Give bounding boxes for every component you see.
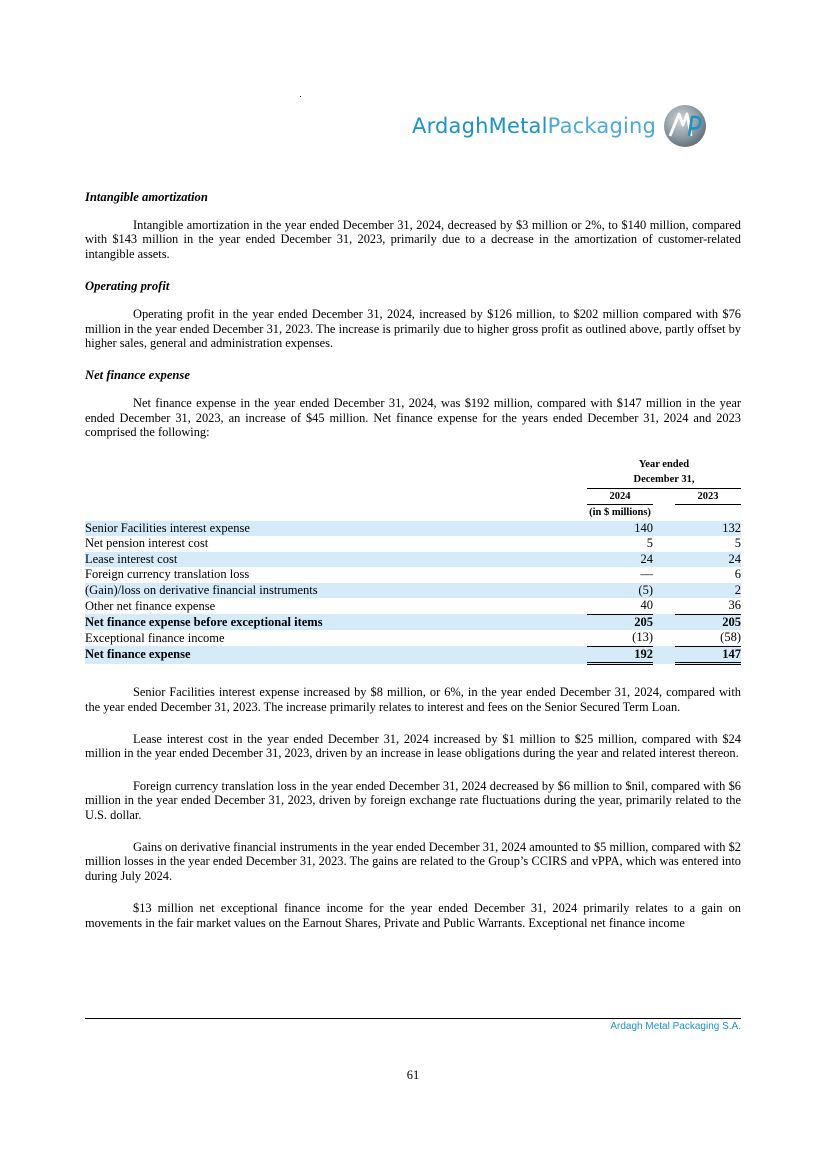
table-row: Net pension interest cost 5 5 xyxy=(85,536,741,551)
paragraph: $13 million net exceptional finance income for the year ended December 31, 2024 primarily relates to a gain on movements in the fair market values on the Earnout Shares, Private and Public Warrants. Exceptional net finance income xyxy=(85,901,741,930)
section-heading-net-finance: Net finance expense xyxy=(85,368,190,383)
table-row-subtotal: Net finance expense before exceptional items 205 205 xyxy=(85,614,741,629)
section-heading-operating-profit: Operating profit xyxy=(85,279,170,294)
footer-company: Ardagh Metal Packaging S.A. xyxy=(610,1021,741,1032)
paragraph: Intangible amortization in the year ended December 31, 2024, decreased by $3 million or 2%, to $140 million, compared with $143 million in the year ended December 31, 2023, primarily due to a decrease in the amortization of customer-related intangible assets. xyxy=(85,218,741,261)
header-year-ended: Year ended xyxy=(638,458,690,470)
table-row: Exceptional finance income (13) (58) xyxy=(85,630,741,645)
table-row: Foreign currency translation loss — 6 xyxy=(85,567,741,582)
paragraph: Lease interest cost in the year ended December 31, 2024 increased by $1 million to $25 million, compared with $24 million in the year ended December 31, 2023, driven by an increase in lease obligations during the year and related interest thereon. xyxy=(85,731,741,761)
section-heading-intangible: Intangible amortization xyxy=(85,190,208,204)
footer-divider xyxy=(85,1018,741,1019)
table-row: Other net finance expense 40 36 xyxy=(85,598,741,613)
col-2023: 2023 xyxy=(675,488,741,505)
company-logo xyxy=(412,103,708,149)
logo-wordmark: ArdaghMetalPackaging xyxy=(412,114,657,138)
paragraph: Foreign currency translation loss in the year ended December 31, 2024 decreased by $6 million to $nil, compared with $6 million in the year ended December 31, 2023, driven by foreign exchange rate fluctuations during the year, primarily related to the U.S. dollar. xyxy=(85,778,741,822)
paragraph: Senior Facilities interest expense increased by $8 million, or 6%, in the year ended December 31, 2024, compared with the year ended December 31, 2023. The increase primarily relates to interest and fees on the Senior Secured Term Loan. xyxy=(85,685,741,714)
header-december: December 31, xyxy=(587,472,741,488)
page-number: 61 xyxy=(406,1068,420,1082)
stray-dot xyxy=(300,96,301,97)
units-label: (in $ millions) xyxy=(589,507,651,519)
paragraph: Operating profit in the year ended December 31, 2024, increased by $126 million, to $202 million compared with $76 million in the year ended December 31, 2023. The increase is primarily due to higher gross profit as outlined above, partly offset by higher sales, general and administration expenses. xyxy=(85,307,741,351)
table-row: Lease interest cost 24 24 xyxy=(85,551,741,566)
net-finance-table xyxy=(85,457,741,666)
paragraph: Gains on derivative financial instruments in the year ended December 31, 2024 amounted to $5 million, compared with $2 million losses in the year ended December 31, 2023. The gains are related to the Group’s CCIRS and vPPA, which was entered into during July 2024. xyxy=(85,840,741,883)
amp-emblem-icon xyxy=(662,103,708,149)
table-header-row xyxy=(85,472,741,488)
table-header-row xyxy=(85,505,741,521)
table-header-row xyxy=(85,488,741,505)
table-header-row xyxy=(85,457,741,473)
paragraph: Net finance expense in the year ended December 31, 2024, was $192 million, compared with $147 million in the year ended December 31, 2023, an increase of $45 million. Net finance expense for the years ended December 31, 2024 and 2023 comprised the following: xyxy=(85,396,741,440)
col-2024: 2024 xyxy=(587,488,653,505)
table-row: Senior Facilities interest expense 140 132 xyxy=(85,520,741,535)
table-row: (Gain)/loss on derivative financial instruments (5) 2 xyxy=(85,582,741,597)
page-body xyxy=(85,190,741,930)
table-row-total: Net finance expense 192 147 xyxy=(85,646,741,664)
